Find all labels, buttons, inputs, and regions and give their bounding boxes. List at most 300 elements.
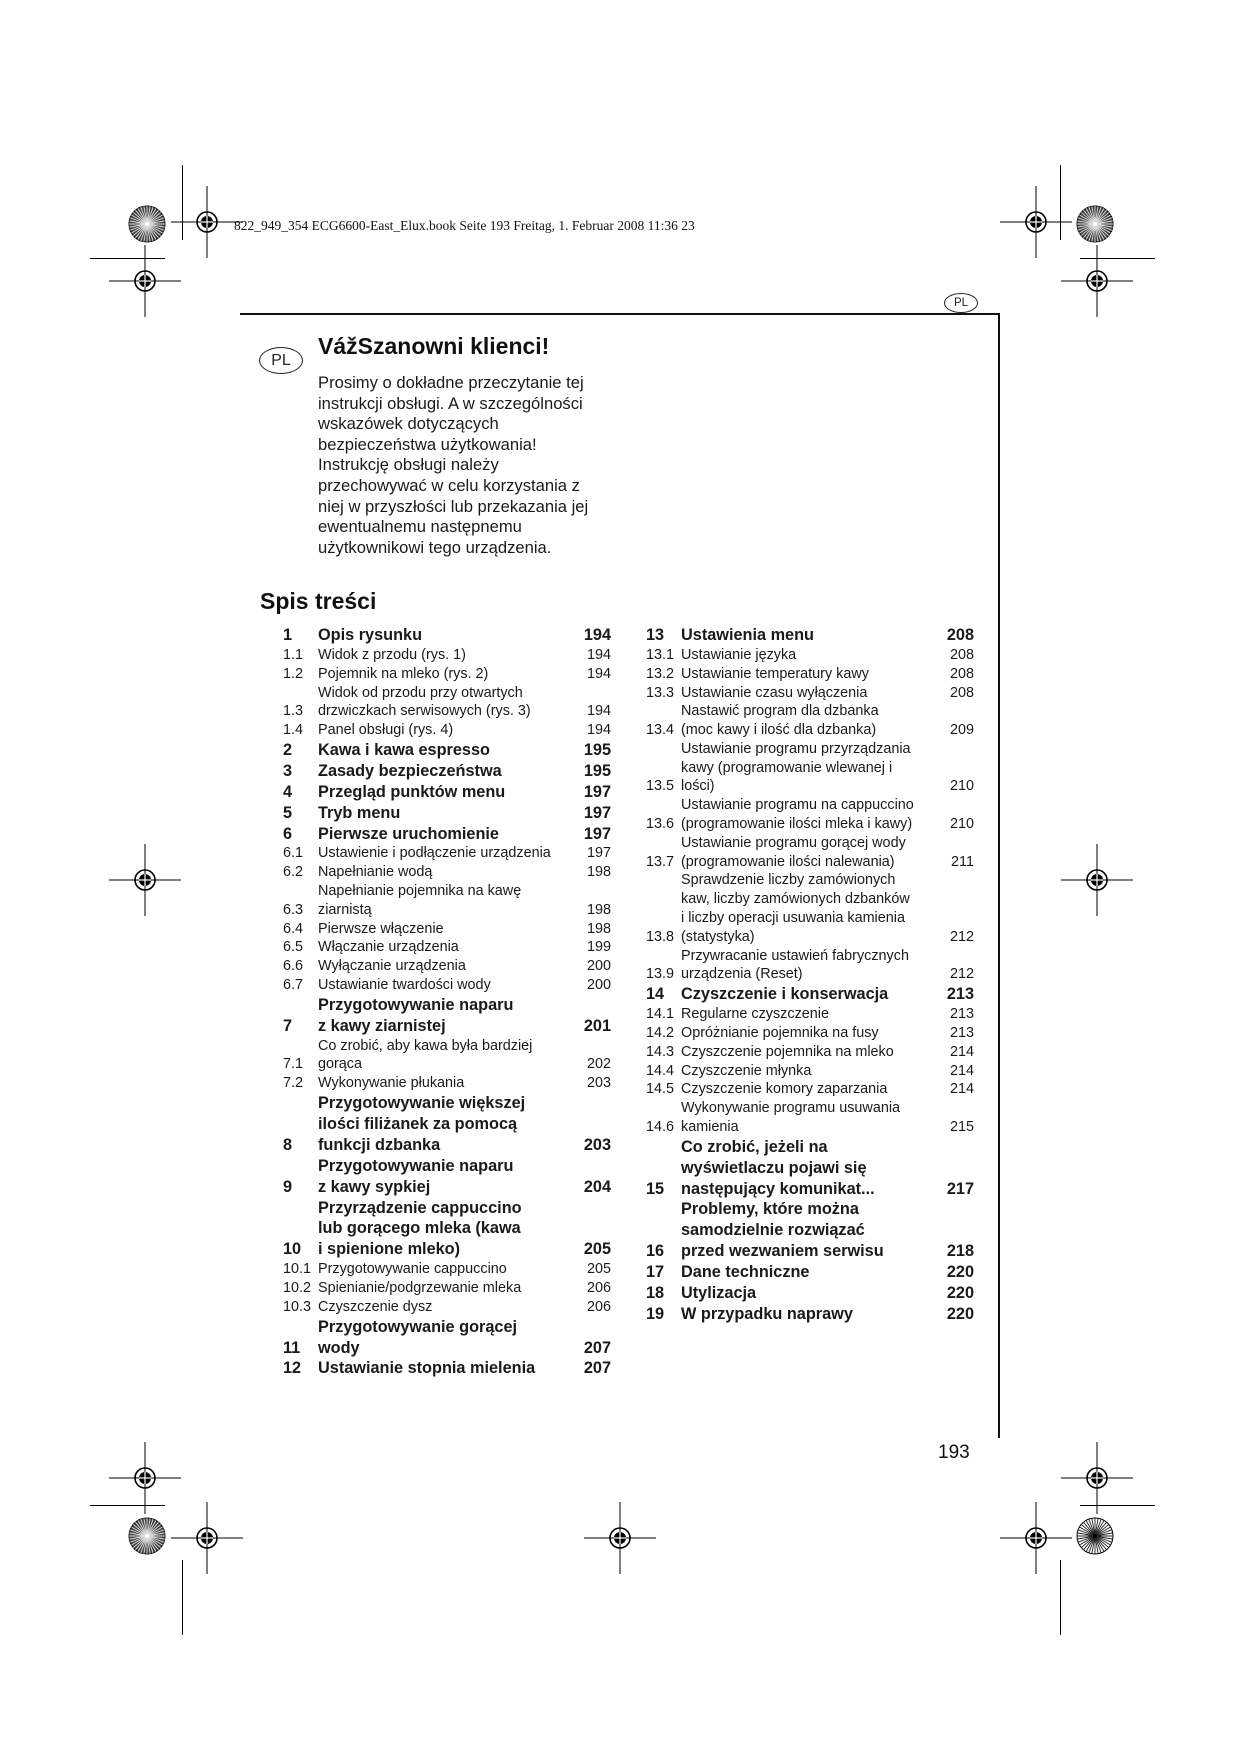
toc-entry-title-line: Przygotowywanie naparu	[318, 995, 514, 1014]
toc-entry-title-line: przed wezwaniem serwisu	[681, 1242, 884, 1261]
greeting-title: VážSzanowni klienci!	[318, 333, 550, 359]
toc-entry-number: 6.3	[283, 901, 304, 918]
intro-line: Prosimy o dokładne przeczytanie tej	[318, 373, 584, 392]
toc-entry-title	[681, 702, 938, 740]
toc-subsection-entry[interactable]	[283, 976, 611, 995]
toc-entry-page: 194	[586, 665, 611, 682]
toc-entry-title-line: lub gorącego mleka (kawa	[318, 1219, 521, 1238]
toc-entry-page: 194	[583, 626, 611, 644]
toc-subsection-entry[interactable]	[646, 947, 974, 985]
toc-entry-title-line: Ustawianie języka	[681, 646, 797, 663]
toc-entry-number: 10.1	[283, 1261, 312, 1278]
toc-entry-title-line: (programowanie ilości mleka i kawy)	[681, 816, 913, 833]
toc-entry-number: 7.2	[283, 1075, 304, 1092]
toc-entry-title-line: Przegląd punktów menu	[318, 782, 506, 801]
toc-entry-number: 6.6	[283, 958, 304, 975]
toc-entry-page: 212	[949, 928, 974, 945]
toc-entry-title-line: Widok od przodu przy otwartych	[318, 684, 523, 701]
toc-section-entry[interactable]	[646, 1262, 974, 1283]
toc-entry-number: 10.2	[283, 1280, 312, 1297]
toc-entry-number: 12	[283, 1359, 302, 1378]
toc-entry-page: 217	[946, 1179, 974, 1198]
toc-entry-title	[318, 684, 575, 722]
toc-entry-page: 194	[586, 646, 611, 663]
toc-subsection-entry[interactable]	[646, 1062, 974, 1081]
toc-section-entry[interactable]	[646, 1283, 974, 1304]
toc-entry-title-line: samodzielnie rozwiązać	[681, 1221, 865, 1240]
registration-target-icon	[171, 186, 243, 258]
toc-entry-title	[318, 1358, 575, 1379]
toc-entry-title-line: Czyszczenie młynka	[681, 1062, 812, 1079]
registration-target-icon	[1061, 844, 1133, 916]
toc-title: Spis treści	[260, 588, 377, 614]
toc-entry-page: 208	[949, 684, 974, 701]
toc-subsection-entry[interactable]	[283, 920, 611, 939]
toc-entry-title	[681, 1080, 938, 1099]
toc-entry-title-line: Ustawianie programu gorącej wody	[681, 834, 906, 851]
toc-entry-number: 1.2	[283, 665, 304, 682]
language-badge-top: PL	[944, 293, 978, 313]
toc-section-entry[interactable]	[283, 1317, 611, 1359]
toc-entry-number: 15	[646, 1179, 665, 1198]
toc-entry-title-line: (statystyka)	[681, 928, 755, 945]
page-number: 193	[938, 1442, 970, 1463]
toc-entry-number: 5	[283, 803, 293, 822]
toc-entry-title-line: ilości filiżanek za pomocą	[318, 1114, 518, 1133]
toc-entry-title	[318, 665, 575, 684]
toc-entry-title	[318, 646, 575, 665]
toc-entry-title	[318, 1317, 575, 1359]
toc-entry-page: 195	[583, 740, 611, 759]
toc-entry-number: 1.3	[283, 703, 304, 720]
toc-section-entry[interactable]	[283, 1156, 611, 1198]
toc-subsection-entry[interactable]	[646, 871, 974, 946]
toc-entry-page: 214	[949, 1081, 974, 1098]
toc-entry-title-line: następujący komunikat...	[681, 1179, 875, 1198]
toc-entry-number: 11	[283, 1338, 301, 1357]
toc-section-entry[interactable]	[283, 1358, 611, 1379]
toc-entry-title	[318, 782, 575, 803]
toc-entry-title	[681, 1262, 938, 1283]
toc-entry-title-line: (moc kawy i ilość dla dzbanka)	[681, 722, 877, 739]
toc-entry-title	[318, 740, 575, 761]
frame-right-rule	[998, 313, 1000, 1438]
toc-subsection-entry[interactable]	[646, 796, 974, 834]
toc-entry-title-line: Napełnianie wodą	[318, 864, 433, 881]
toc-entry-title	[318, 1093, 575, 1156]
toc-entry-title-line: kamienia	[681, 1118, 739, 1135]
toc-entry-page: 200	[586, 977, 611, 993]
toc-subsection-entry[interactable]	[283, 1279, 611, 1298]
toc-entry-number: 13.1	[646, 646, 675, 663]
toc-entry-title	[681, 646, 938, 665]
toc-entry-title-line: Przygotowywanie naparu	[318, 1156, 514, 1175]
toc-entry-title	[318, 882, 575, 920]
toc-entry-title-line: z kawy ziarnistej	[318, 1016, 446, 1035]
toc-subsection-entry[interactable]	[283, 1260, 611, 1279]
toc-entry-title-line: (programowanie ilości nalewania)	[681, 853, 895, 870]
toc-section-entry[interactable]	[646, 625, 974, 646]
toc-entry-number: 14.2	[646, 1024, 675, 1041]
toc-entry-title-line: z kawy sypkiej	[318, 1177, 431, 1196]
file-info: 822_949_354 ECG6600-East_Elux.book Seite 193 Freitag, 1. Februar 2008 11:36 23	[234, 218, 695, 233]
toc-entry-title-line: Pierwsze włączenie	[318, 920, 444, 937]
toc-subsection-entry[interactable]	[646, 1005, 974, 1024]
toc-subsection-entry[interactable]	[646, 1043, 974, 1062]
toc-entry-title-line: Opis rysunku	[318, 626, 423, 644]
toc-entry-page: 197	[583, 824, 611, 843]
toc-entry-page: 213	[946, 985, 974, 1004]
toc-entry-page: 204	[583, 1177, 611, 1196]
toc-entry-page: 197	[583, 782, 611, 801]
toc-entry-title	[318, 1279, 575, 1298]
toc-subsection-entry[interactable]	[283, 684, 611, 722]
toc-entry-title	[681, 796, 938, 834]
intro-line: Instrukcję obsługi należy	[318, 455, 499, 475]
toc-subsection-entry[interactable]	[283, 1074, 611, 1093]
toc-entry-title-line: Pojemnik na mleko (rys. 2)	[318, 665, 489, 682]
toc-entry-page: 198	[586, 920, 611, 937]
toc-entry-title	[318, 1198, 575, 1261]
registration-target-icon	[171, 1502, 243, 1574]
toc-entry-title-line: Ustawianie programu przyrządzania	[681, 740, 911, 757]
toc-entry-number: 4	[283, 782, 293, 801]
toc-entry-page: 194	[586, 722, 611, 739]
toc-entry-title-line: drzwiczkach serwisowych (rys. 3)	[318, 703, 531, 720]
toc-entry-title-line: Czyszczenie dysz	[318, 1298, 433, 1315]
toc-entry-number: 14	[646, 985, 665, 1004]
toc-entry-number: 18	[646, 1284, 665, 1303]
toc-entry-page: 211	[951, 853, 974, 870]
toc-entry-title-line: Czyszczenie i konserwacja	[681, 985, 889, 1004]
toc-entry-page: 210	[949, 778, 974, 795]
toc-entry-page: 205	[586, 1261, 611, 1278]
toc-entry-number: 6.7	[283, 977, 304, 993]
toc-entry-title-line: Sprawdzenie liczby zamówionych	[681, 872, 896, 889]
toc-entry-page: 213	[949, 1024, 974, 1041]
toc-entry-title-line: kaw, liczby zamówionych dzbanków	[681, 891, 910, 908]
toc-entry-number: 13.7	[646, 853, 675, 870]
registration-target-icon	[1000, 1502, 1072, 1574]
toc-entry-title-line: ziarnistą	[318, 901, 372, 918]
toc-section-entry[interactable]	[283, 995, 611, 1037]
toc-entry-title-line: Kawa i kawa espresso	[318, 740, 490, 759]
toc-left-column	[283, 625, 611, 1379]
color-wheel-icon	[1076, 205, 1114, 243]
toc-entry-title	[681, 625, 938, 646]
color-wheel-icon	[128, 1517, 166, 1555]
toc-entry-title	[318, 957, 575, 976]
toc-entry-number: 14.6	[646, 1118, 675, 1135]
toc-entry-page: 198	[586, 864, 611, 881]
toc-subsection-entry[interactable]	[646, 1099, 974, 1137]
toc-entry-number: 6.5	[283, 939, 304, 956]
toc-entry-page: 218	[946, 1242, 974, 1261]
toc-entry-page: 212	[949, 966, 974, 983]
toc-entry-title-line: Czyszczenie komory zaparzania	[681, 1081, 888, 1098]
toc-entry-number: 3	[283, 761, 293, 780]
toc-entry-number: 17	[646, 1263, 665, 1282]
toc-entry-page: 210	[949, 816, 974, 833]
toc-subsection-entry[interactable]	[283, 938, 611, 957]
toc-entry-number: 1	[283, 626, 293, 644]
toc-section-entry[interactable]	[646, 1137, 974, 1200]
toc-entry-title	[318, 976, 575, 995]
toc-entry-number: 6	[283, 824, 293, 843]
toc-entry-title	[318, 721, 575, 740]
toc-entry-title-line: Widok z przodu (rys. 1)	[318, 646, 466, 663]
toc-entry-number: 1.1	[283, 646, 304, 663]
toc-entry-title	[318, 1298, 575, 1317]
toc-subsection-entry[interactable]	[283, 957, 611, 976]
toc-entry-page: 199	[586, 939, 611, 956]
toc-entry-title	[681, 1199, 938, 1262]
toc-subsection-entry[interactable]	[646, 684, 974, 703]
toc-entry-title-line: Przygotowywanie cappuccino	[318, 1261, 507, 1278]
toc-entry-title	[681, 684, 938, 703]
toc-entry-title	[318, 803, 575, 824]
intro-line: przechowywać w celu korzystania z	[318, 475, 580, 495]
toc-subsection-entry[interactable]	[646, 665, 974, 684]
toc-entry-title	[681, 984, 938, 1005]
toc-entry-page: 197	[583, 803, 611, 822]
toc-entry-title-line: Przygotowywanie większej	[318, 1094, 526, 1112]
toc-entry-title-line: Pierwsze uruchomienie	[318, 824, 499, 843]
toc-entry-title	[318, 824, 575, 845]
toc-section-entry[interactable]	[283, 803, 611, 824]
frame-top-rule	[240, 313, 1000, 315]
toc-subsection-entry[interactable]	[283, 882, 611, 920]
toc-entry-number: 10	[283, 1240, 302, 1259]
toc-entry-page: 220	[946, 1263, 974, 1282]
toc-entry-title-line: i spienione mleko)	[318, 1240, 461, 1259]
toc-section-entry[interactable]	[646, 1199, 974, 1262]
toc-entry-number: 6.1	[283, 845, 304, 862]
toc-entry-title-line: Ustawianie czasu wyłączenia	[681, 684, 868, 701]
toc-entry-page: 220	[946, 1284, 974, 1303]
toc-entry-title-line: Ustawianie temperatury kawy	[681, 665, 869, 682]
toc-entry-number: 2	[283, 740, 293, 759]
toc-entry-title-line: gorąca	[318, 1056, 363, 1073]
toc-section-entry[interactable]	[283, 761, 611, 782]
toc-entry-title-line: Ustawianie programu na cappuccino	[681, 797, 914, 814]
toc-entry-number: 14.3	[646, 1043, 675, 1060]
toc-entry-title-line: Ustawianie stopnia mielenia	[318, 1359, 536, 1378]
toc-subsection-entry[interactable]	[646, 740, 974, 796]
toc-section-entry[interactable]	[283, 824, 611, 845]
intro-line: wskazówek dotyczących	[318, 414, 499, 434]
toc-entry-title-line: urządzenia (Reset)	[681, 966, 803, 983]
toc-entry-title-line: wody	[318, 1338, 360, 1357]
toc-section-entry[interactable]	[646, 984, 974, 1005]
toc-entry-title	[681, 1283, 938, 1304]
toc-entry-title-line: Problemy, które można	[681, 1200, 859, 1219]
intro-line: niej w przyszłości lub przekazania jej	[318, 496, 589, 516]
toc-right-column	[646, 625, 974, 1325]
toc-entry-title-line: Wykonywanie programu usuwania	[681, 1100, 901, 1117]
toc-subsection-entry[interactable]	[283, 665, 611, 684]
toc-entry-title-line: Utylizacja	[681, 1284, 757, 1303]
toc-entry-title	[681, 1005, 938, 1024]
toc-entry-page: 197	[586, 845, 611, 862]
toc-entry-title	[318, 863, 575, 882]
toc-entry-title	[318, 1037, 575, 1075]
toc-entry-number: 7	[283, 1016, 293, 1035]
toc-subsection-entry[interactable]	[283, 646, 611, 665]
toc-entry-title-line: lości)	[681, 778, 715, 795]
toc-entry-number: 13	[646, 626, 665, 644]
toc-entry-title	[681, 871, 938, 946]
toc-entry-title	[318, 1260, 575, 1279]
toc-subsection-entry[interactable]	[283, 721, 611, 740]
toc-entry-title	[318, 995, 575, 1037]
toc-entry-page: 207	[583, 1338, 611, 1357]
toc-entry-number: 16	[646, 1242, 665, 1261]
toc-entry-title	[318, 920, 575, 939]
toc-entry-title-line: Spienianie/podgrzewanie mleka	[318, 1280, 522, 1297]
toc-entry-title	[318, 761, 575, 782]
toc-entry-title-line: Wyłączanie urządzenia	[318, 958, 466, 975]
toc-subsection-entry[interactable]	[646, 1080, 974, 1099]
toc-entry-page: 215	[949, 1118, 974, 1135]
toc-entry-number: 8	[283, 1135, 293, 1154]
toc-entry-title	[681, 740, 938, 796]
toc-entry-title	[681, 834, 938, 872]
toc-entry-page: 203	[583, 1135, 611, 1154]
toc-entry-number: 13.9	[646, 966, 675, 983]
intro-line: bezpieczeństwa użytkowania!	[318, 434, 537, 454]
toc-entry-page: 195	[583, 761, 611, 780]
toc-entry-title-line: Ustawianie twardości wody	[318, 977, 491, 993]
toc-entry-page: 205	[583, 1240, 611, 1259]
toc-entry-title-line: wyświetlaczu pojawi się	[681, 1158, 867, 1177]
toc-subsection-entry[interactable]	[283, 1037, 611, 1075]
toc-entry-title-line: Co zrobić, aby kawa była bardziej	[318, 1037, 533, 1054]
toc-entry-number: 13.3	[646, 684, 675, 701]
toc-entry-title-line: Regularne czyszczenie	[681, 1006, 829, 1023]
toc-entry-number: 6.2	[283, 864, 304, 881]
toc-section-entry[interactable]	[646, 1304, 974, 1325]
toc-entry-page: 194	[586, 703, 611, 720]
toc-entry-title-line: Zasady bezpieczeństwa	[318, 761, 502, 780]
toc-entry-title-line: Ustawienie i podłączenie urządzenia	[318, 845, 551, 862]
toc-entry-title-line: Tryb menu	[318, 803, 401, 822]
toc-entry-number: 10.3	[283, 1298, 312, 1315]
toc-entry-page: 214	[949, 1043, 974, 1060]
toc-entry-title	[681, 665, 938, 684]
toc-entry-title	[681, 1099, 938, 1137]
toc-entry-page: 203	[586, 1075, 611, 1092]
toc-entry-page: 202	[586, 1056, 611, 1073]
toc-section-entry[interactable]	[283, 1198, 611, 1261]
registration-target-icon	[109, 844, 181, 916]
toc-entry-page: 198	[586, 901, 611, 918]
toc-entry-number: 13.8	[646, 928, 675, 945]
toc-entry-number: 6.4	[283, 920, 304, 937]
toc-entry-number: 13.5	[646, 778, 675, 795]
toc-entry-page: 209	[949, 722, 974, 739]
toc-subsection-entry[interactable]	[646, 646, 974, 665]
toc-entry-title-line: Włączanie urządzenia	[318, 939, 459, 956]
toc-entry-number: 13.4	[646, 722, 675, 739]
toc-entry-number: 14.1	[646, 1006, 675, 1023]
toc-entry-number: 14.4	[646, 1062, 675, 1079]
toc-subsection-entry[interactable]	[646, 834, 974, 872]
toc-entry-title-line: Panel obsługi (rys. 4)	[318, 722, 454, 739]
toc-entry-title	[681, 1137, 938, 1200]
toc-entry-page: 213	[949, 1006, 974, 1023]
toc-entry-title-line: Ustawienia menu	[681, 626, 815, 644]
toc-entry-title-line: W przypadku naprawy	[681, 1304, 853, 1323]
toc-entry-number: 9	[283, 1177, 293, 1196]
toc-entry-page: 220	[946, 1304, 974, 1323]
toc-entry-title	[318, 938, 575, 957]
toc-entry-title	[681, 1024, 938, 1043]
toc-subsection-entry[interactable]	[646, 702, 974, 740]
toc-entry-title-line: funkcji dzbanka	[318, 1135, 441, 1154]
registration-target-icon	[109, 245, 181, 317]
toc-entry-title	[681, 1043, 938, 1062]
toc-entry-title-line: Napełnianie pojemnika na kawę	[318, 883, 522, 900]
toc-entry-title	[318, 1156, 575, 1198]
toc-entry-title-line: kawy (programowanie wlewanej i	[681, 759, 893, 776]
toc-entry-number: 13.6	[646, 816, 675, 833]
toc-section-entry[interactable]	[283, 625, 611, 646]
toc-entry-page: 214	[949, 1062, 974, 1079]
color-wheel-icon	[1076, 1517, 1114, 1555]
registration-target-icon	[584, 1502, 656, 1574]
toc-section-entry[interactable]	[283, 1093, 611, 1156]
toc-subsection-entry[interactable]	[646, 1024, 974, 1043]
toc-entry-title-line: Co zrobić, jeżeli na	[681, 1137, 828, 1156]
toc-entry-title-line: Nastawić program dla dzbanka	[681, 703, 879, 720]
toc-subsection-entry[interactable]	[283, 1298, 611, 1317]
language-badge: PL	[259, 347, 303, 374]
toc-entry-title	[681, 1304, 938, 1325]
toc-entry-title-line: Przyrządzenie cappuccino	[318, 1198, 522, 1217]
toc-section-entry[interactable]	[283, 740, 611, 761]
toc-entry-title	[681, 947, 938, 985]
toc-entry-number: 13.2	[646, 665, 675, 682]
toc-entry-page: 207	[583, 1359, 611, 1378]
toc-entry-title	[318, 844, 575, 863]
toc-entry-number: 19	[646, 1304, 665, 1323]
toc-entry-title	[318, 625, 575, 646]
toc-entry-title	[318, 1074, 575, 1093]
toc-entry-page: 208	[946, 626, 974, 644]
toc-entry-title	[681, 1062, 938, 1081]
toc-entry-number: 1.4	[283, 722, 304, 739]
registration-target-icon	[1061, 245, 1133, 317]
intro-line: ewentualnemu następnemu	[318, 517, 522, 537]
toc-entry-title-line: Przywracanie ustawień fabrycznych	[681, 947, 909, 964]
toc-entry-page: 206	[586, 1298, 611, 1315]
toc-subsection-entry[interactable]	[283, 863, 611, 882]
color-wheel-icon	[128, 205, 166, 243]
intro-line: instrukcji obsługi. A w szczególności	[318, 393, 583, 413]
toc-subsection-entry[interactable]	[283, 844, 611, 863]
intro-line: użytkownikowi tego urządzenia.	[318, 537, 552, 557]
intro-text	[318, 373, 618, 558]
toc-section-entry[interactable]	[283, 782, 611, 803]
toc-entry-page: 208	[949, 665, 974, 682]
toc-entry-page: 208	[949, 646, 974, 663]
toc-entry-number: 7.1	[283, 1056, 304, 1073]
toc-entry-page: 201	[583, 1016, 611, 1035]
toc-entry-page: 200	[586, 958, 611, 975]
toc-entry-title-line: Czyszczenie pojemnika na mleko	[681, 1043, 894, 1060]
toc-entry-title-line: Wykonywanie płukania	[318, 1075, 465, 1092]
